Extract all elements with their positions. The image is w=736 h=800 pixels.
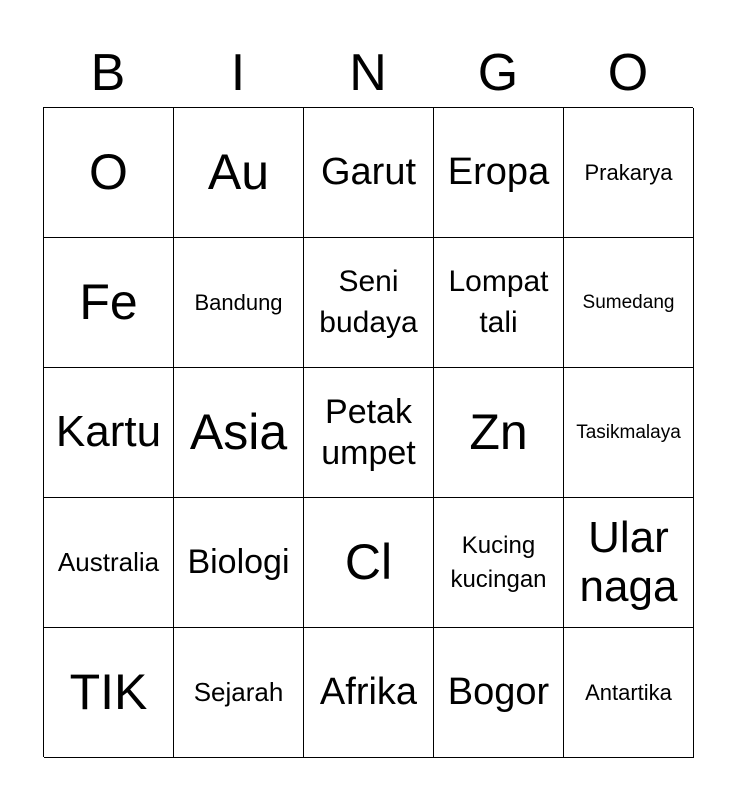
bingo-cell-text: Bandung: [194, 289, 283, 315]
bingo-cell-text: Cl: [344, 533, 393, 590]
bingo-cell[interactable]: [434, 628, 564, 758]
bingo-cell[interactable]: [434, 238, 564, 368]
bingo-cell-text: Asia: [189, 403, 288, 460]
bingo-cell[interactable]: [174, 368, 304, 498]
bingo-cell[interactable]: [44, 498, 174, 628]
header-letter-b: B: [90, 44, 126, 102]
bingo-cell-text: Tasikmalaya: [576, 421, 681, 443]
bingo-cell[interactable]: [44, 238, 174, 368]
bingo-cell[interactable]: [44, 108, 174, 238]
bingo-cell-text: Sejarah: [193, 676, 284, 707]
bingo-cell-text: Antartika: [585, 679, 672, 705]
bingo-header: [43, 40, 693, 106]
bingo-cell[interactable]: [304, 628, 434, 758]
bingo-cell[interactable]: [564, 628, 694, 758]
bingo-cell[interactable]: [434, 108, 564, 238]
bingo-cell-text: Kartu: [55, 407, 162, 457]
bingo-cell[interactable]: [44, 368, 174, 498]
bingo-cell-text: Eropa: [447, 150, 550, 193]
bingo-cell-text: Lompat tali: [448, 265, 549, 339]
header-letter-i: I: [230, 44, 246, 102]
bingo-cell[interactable]: [174, 238, 304, 368]
bingo-cell-text: Zn: [469, 403, 528, 460]
bingo-cell[interactable]: [174, 628, 304, 758]
header-letter-o: O: [607, 44, 649, 102]
bingo-cell-text: Ular naga: [579, 513, 678, 611]
bingo-cell-text: TIK: [69, 663, 148, 720]
bingo-card-grid: [43, 107, 693, 757]
bingo-cell-text: Petak umpet: [321, 392, 416, 472]
bingo-cell-text: Biologi: [187, 543, 290, 582]
bingo-cell-text: Au: [207, 143, 270, 200]
header-letter-g: G: [477, 44, 519, 102]
bingo-cell[interactable]: [174, 108, 304, 238]
bingo-cell[interactable]: [44, 628, 174, 758]
bingo-cell[interactable]: [434, 368, 564, 498]
bingo-cell[interactable]: [564, 498, 694, 628]
bingo-cell-text: Australia: [57, 546, 160, 577]
bingo-cell-text: Kucing kucingan: [450, 531, 547, 593]
bingo-cell[interactable]: [434, 498, 564, 628]
bingo-cell[interactable]: [564, 368, 694, 498]
bingo-cell-text: Fe: [79, 273, 138, 330]
bingo-cell[interactable]: [304, 238, 434, 368]
header-letter-n: N: [349, 44, 387, 102]
bingo-cell-text: Prakarya: [584, 159, 673, 185]
bingo-cell[interactable]: [564, 238, 694, 368]
bingo-cell[interactable]: [564, 108, 694, 238]
bingo-cell-text: Garut: [320, 150, 417, 193]
bingo-cell-text: O: [89, 143, 128, 200]
bingo-cell[interactable]: [174, 498, 304, 628]
bingo-cell-text: Seni budaya: [319, 265, 418, 339]
bingo-cell[interactable]: [304, 108, 434, 238]
bingo-cell[interactable]: [304, 498, 434, 628]
bingo-cell[interactable]: [304, 368, 434, 498]
bingo-cell-text: Sumedang: [582, 291, 675, 313]
bingo-cell-text: Bogor: [447, 670, 550, 713]
bingo-cell-text: Afrika: [319, 670, 418, 713]
